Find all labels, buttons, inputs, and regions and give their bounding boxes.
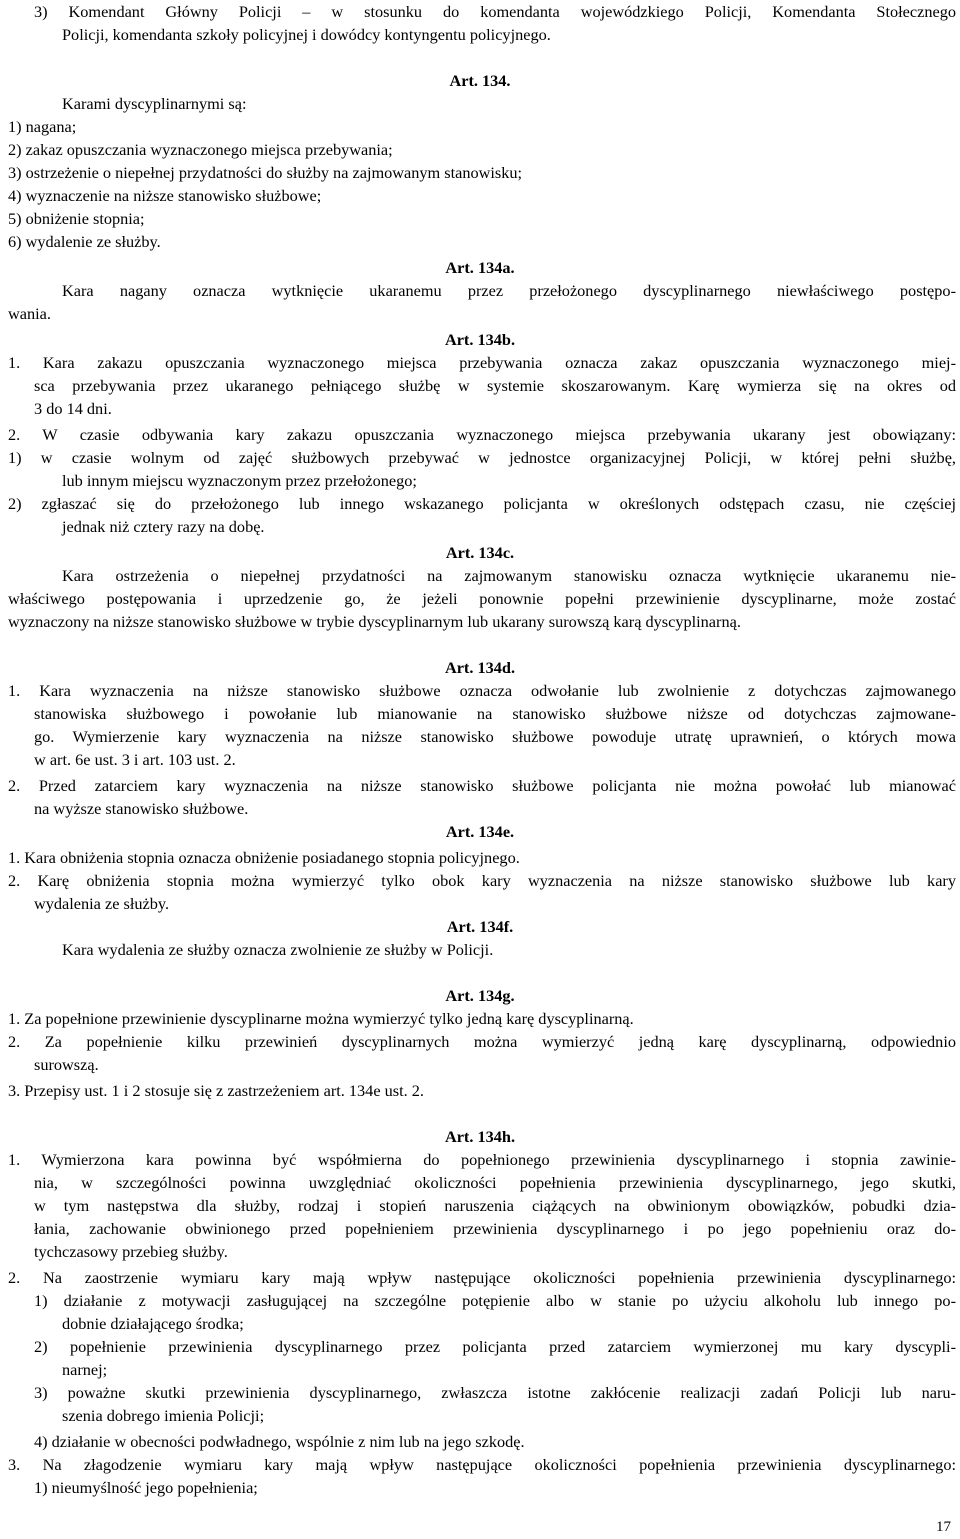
paragraph-continuation: nia, w szczególności powinna uwzględniać okoliczności popełnienia przewinienia dyscyplinarnego, jego skutki, — [34, 1173, 956, 1192]
paragraph-continuation: na wyższe stanowisko służbowe. — [34, 799, 249, 818]
paragraph: 1. Wymierzona kara powinna być współmierna do popełnionego przewinienia dyscyplinarnego i stopnia zawinie- — [8, 1150, 956, 1169]
paragraph: Kara nagany oznacza wytknięcie ukaranemu przez przełożonego dyscyplinarnego niewłaściwego postępo- — [62, 281, 956, 300]
paragraph-continuation: stanowiska służbowego i powołanie lub mianowanie na stanowisko służbowe niższe od dotychczas zajmowane- — [34, 704, 956, 723]
list-item: 1) nieumyślność jego popełnienia; — [34, 1478, 258, 1497]
paragraph: 1. Za popełnione przewinienie dyscyplinarne można wymierzyć tylko jedną karę dyscyplinarną. — [8, 1009, 634, 1028]
paragraph: 3. Przepisy ust. 1 i 2 stosuje się z zastrzeżeniem art. 134e ust. 2. — [8, 1081, 424, 1100]
list-item: 1) w czasie wolnym od zajęć służbowych przebywać w jednostce organizacyjnej Policji, w której pełni służbę, — [8, 448, 956, 467]
paragraph: 2. Karę obniżenia stopnia można wymierzyć tylko obok kary wyznaczenia na niższe stanowisko służbowe lub kary — [8, 871, 956, 890]
paragraph-continuation: 3 do 14 dni. — [34, 399, 112, 418]
paragraph-continuation: w tym następstwa dla służby, rodzaj i stopień naruszenia ciążących na obwinionym obowiązków, pobudki dzia- — [34, 1196, 956, 1215]
list-item: 4) wyznaczenie na niższe stanowisko służbowe; — [8, 186, 322, 205]
list-item: 2) zgłaszać się do przełożonego lub innego wskazanego policjanta w określonych odstępach czasu, nie częściej — [8, 494, 956, 513]
list-item: 3) Komendant Główny Policji – w stosunku do komendanta wojewódzkiego Policji, Komendanta Stołecznego — [34, 2, 956, 21]
article-heading-134d: Art. 134d. — [444, 658, 516, 677]
list-item: 3) poważne skutki przewinienia dyscyplinarnego, zwłaszcza istotne zakłócenie realizacji zadań Policji lub naru- — [34, 1383, 956, 1402]
paragraph: 2. Na zaostrzenie wymiaru kary mają wpływ następujące okoliczności popełnienia przewinienia dyscyplinarnego: — [8, 1268, 956, 1287]
paragraph: Karami dyscyplinarnymi są: — [62, 94, 247, 113]
list-item: 1) działanie z motywacji zasługującej na szczególne potępienie albo w stanie po użyciu alkoholu lub innego po- — [34, 1291, 956, 1310]
list-item: 3) ostrzeżenie o niepełnej przydatności do służby na zajmowanym stanowisku; — [8, 163, 523, 182]
article-heading-134: Art. 134. — [449, 71, 511, 90]
paragraph-continuation: wania. — [8, 304, 51, 323]
article-heading-134c: Art. 134c. — [445, 543, 515, 562]
list-item-continuation: jednak niż cztery razy na dobę. — [62, 517, 265, 536]
article-heading-134a: Art. 134a. — [445, 258, 515, 277]
list-item-continuation: lub innym miejscu wyznaczonym przez przełożonego; — [62, 471, 417, 490]
list-item: 6) wydalenie ze służby. — [8, 232, 161, 251]
page-number: 17 — [936, 1519, 951, 1535]
list-item: 2) zakaz opuszczania wyznaczonego miejsca przebywania; — [8, 140, 393, 159]
paragraph: 3. Na złagodzenie wymiaru kary mają wpływ następujące okoliczności popełnienia przewinienia dyscyplinarnego: — [8, 1455, 956, 1474]
list-item-continuation: Policji, komendanta szkoły policyjnej i dowódcy kontyngentu policyjnego. — [62, 25, 551, 44]
paragraph: Kara ostrzeżenia o niepełnej przydatności na zajmowanym stanowisku oznacza wytknięcie ukaranemu nie- — [62, 566, 956, 585]
paragraph: 2. Za popełnienie kilku przewinień dyscyplinarnych można wymierzyć jedną karę dyscyplinarną, odpowiednio — [8, 1032, 956, 1051]
list-item: 2) popełnienie przewinienia dyscyplinarnego przez policjanta przed zatarciem wymierzonej mu kary dyscypli- — [34, 1337, 956, 1356]
paragraph: 1. Kara zakazu opuszczania wyznaczonego miejsca przebywania oznacza zakaz opuszczania wyznaczonego miej- — [8, 353, 956, 372]
article-heading-134e: Art. 134e. — [445, 822, 515, 841]
paragraph: 2. W czasie odbywania kary zakazu opuszczania wyznaczonego miejsca przebywania ukarany jest obowiązany: — [8, 425, 956, 444]
paragraph: 1. Kara wyznaczenia na niższe stanowisko służbowe oznacza odwołanie lub zwolnienie z dotychczas zajmowanego — [8, 681, 956, 700]
paragraph-continuation: surowszą. — [34, 1055, 99, 1074]
paragraph-continuation: wydalenia ze służby. — [34, 894, 170, 913]
list-item-continuation: dobnie działającego środka; — [62, 1314, 244, 1333]
paragraph-continuation: sca przebywania przez ukaranego pełniącego służbę w systemie skoszarowanym. Karę wymierza się na okres od — [34, 376, 956, 395]
paragraph-continuation: w art. 6e ust. 3 i art. 103 ust. 2. — [34, 750, 236, 769]
list-item: 5) obniżenie stopnia; — [8, 209, 145, 228]
article-heading-134g: Art. 134g. — [445, 986, 515, 1005]
article-heading-134f: Art. 134f. — [446, 917, 514, 936]
paragraph: 1. Kara obniżenia stopnia oznacza obniżenie posiadanego stopnia policyjnego. — [8, 848, 520, 867]
paragraph-continuation: łania, zachowanie obwinionego przed popełnieniem przewinienia dyscyplinarnego i po jego popełnieniu oraz do- — [34, 1219, 956, 1238]
article-heading-134b: Art. 134b. — [444, 330, 516, 349]
paragraph-continuation: wyznaczony na niższe stanowisko służbowe w trybie dyscyplinarnym lub ukarany surowszą karą dyscyplinarną. — [8, 612, 741, 631]
list-item: 4) działanie w obecności podwładnego, wspólnie z nim lub na jego szkodę. — [34, 1432, 525, 1451]
paragraph: Kara wydalenia ze służby oznacza zwolnienie ze służby w Policji. — [62, 940, 494, 959]
list-item-continuation: narnej; — [62, 1360, 108, 1379]
paragraph-continuation: właściwego postępowania i uprzedzenie go, że jeżeli ponownie popełni przewinienie dyscyplinarne, może zostać — [8, 589, 956, 608]
list-item-continuation: szenia dobrego imienia Policji; — [62, 1406, 265, 1425]
paragraph-continuation: go. Wymierzenie kary wyznaczenia na niższe stanowisko służbowe powoduje utratę uprawnień, o których mowa — [34, 727, 956, 746]
paragraph-continuation: tychczasowy przebieg służby. — [34, 1242, 228, 1261]
list-item: 1) nagana; — [8, 117, 77, 136]
paragraph: 2. Przed zatarciem kary wyznaczenia na niższe stanowisko służbowe policjanta nie można powołać lub mianować — [8, 776, 956, 795]
article-heading-134h: Art. 134h. — [444, 1127, 516, 1146]
